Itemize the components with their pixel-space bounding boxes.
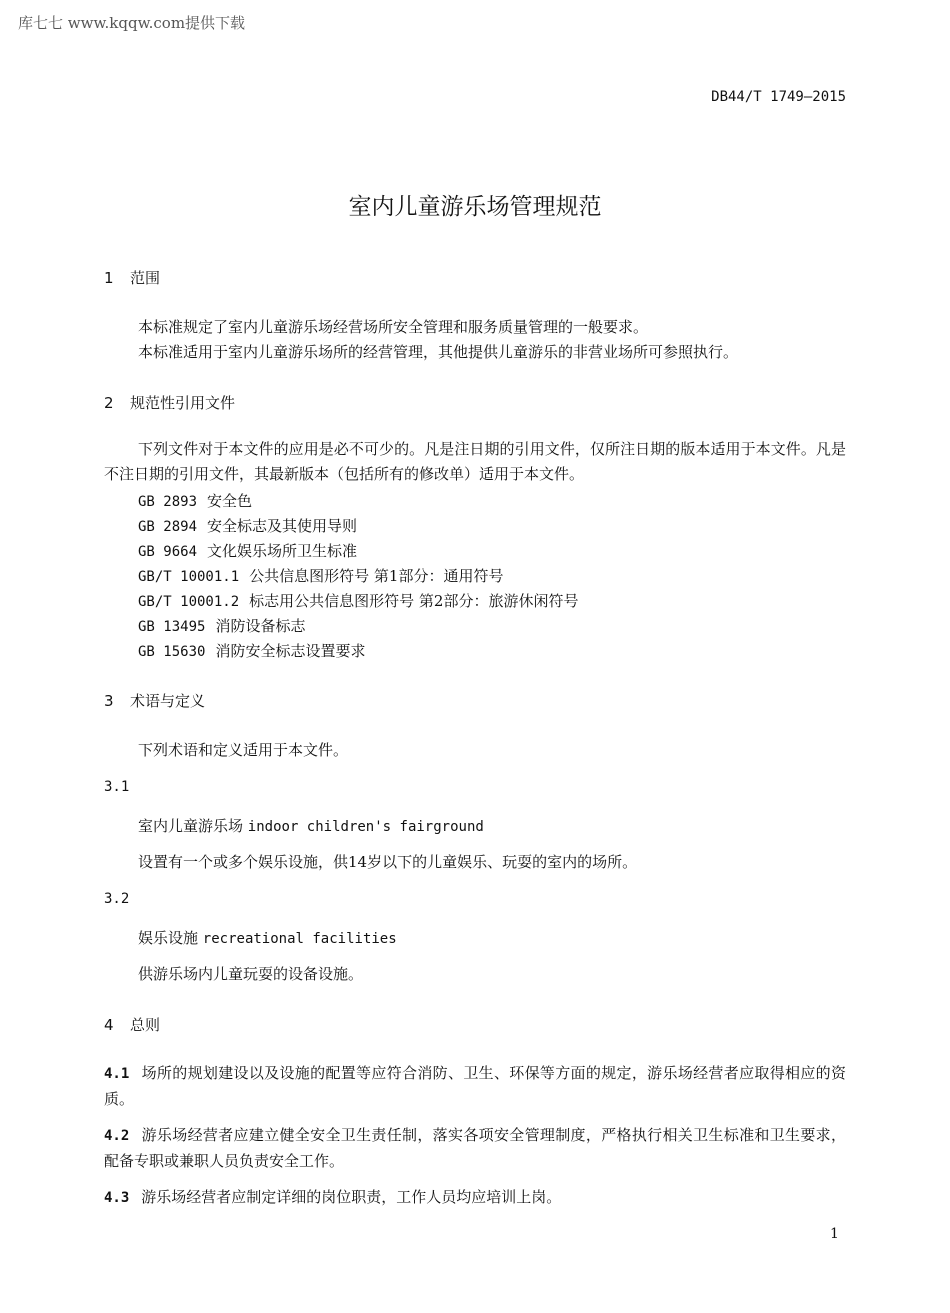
section-title: 范围	[130, 269, 161, 287]
scope-paragraph-2: 本标准适用于室内儿童游乐场所的经营管理，其他提供儿童游乐的非营业场所可参照执行。	[138, 343, 739, 361]
reference-title: 安全标志及其使用导则	[207, 517, 358, 535]
term-heading	[138, 815, 484, 836]
watermark: 库七七 www.kqqw.com提供下载	[18, 14, 246, 32]
term-english: indoor children's fairground	[247, 819, 484, 835]
reference-title: 消防安全标志设置要求	[215, 642, 366, 660]
reference-item	[138, 540, 357, 561]
reference-title: 公共信息图形符号 第1部分：通用符号	[249, 567, 504, 585]
section-2-heading	[104, 392, 235, 413]
reference-title: 文化娱乐场所卫生标准	[207, 542, 358, 560]
clause-text: 游乐场经营者应建立健全安全卫生责任制，落实各项安全管理制度，严格执行相关卫生标准和卫生要求，配备专职或兼职人员负责安全工作。	[104, 1126, 846, 1170]
term-definition: 设置有一个或多个娱乐设施，供14岁以下的儿童娱乐、玩耍的室内的场所。	[138, 853, 638, 871]
clause-number: 4.3	[104, 1190, 130, 1206]
clause-text: 游乐场经营者应制定详细的岗位职责，工作人员均应培训上岗。	[141, 1188, 562, 1206]
reference-item	[138, 615, 305, 636]
clause-text: 场所的规划建设以及设施的配置等应符合消防、卫生、环保等方面的规定，游乐场经营者应取得相应的资质。	[104, 1064, 846, 1108]
reference-title: 标志用公共信息图形符号 第2部分：旅游休闲符号	[249, 592, 579, 610]
section-3-heading	[104, 690, 205, 711]
clause-4-1	[104, 1061, 846, 1112]
term-english: recreational facilities	[202, 931, 397, 947]
clause-4-3	[104, 1186, 561, 1207]
scope-paragraph-1: 本标准规定了室内儿童游乐场经营场所安全管理和服务质量管理的一般要求。	[138, 318, 649, 336]
term-heading	[138, 927, 397, 948]
section-number: 4	[104, 1016, 114, 1034]
reference-title: 安全色	[207, 492, 253, 510]
reference-title: 消防设备标志	[215, 617, 306, 635]
section-title: 术语与定义	[130, 692, 206, 710]
reference-code: GB 9664	[138, 544, 198, 560]
section-number: 2	[104, 394, 114, 412]
term-number: 3.2	[104, 891, 130, 907]
reference-item	[138, 490, 252, 511]
reference-code: GB 2893	[138, 494, 198, 510]
clause-number: 4.1	[104, 1066, 130, 1082]
term-chinese: 室内儿童游乐场	[138, 817, 244, 835]
clause-4-2	[104, 1123, 846, 1174]
section-number: 1	[104, 269, 114, 287]
reference-code: GB 2894	[138, 519, 198, 535]
terms-intro: 下列术语和定义适用于本文件。	[138, 741, 349, 759]
section-title: 总则	[130, 1016, 161, 1034]
reference-code: GB 15630	[138, 644, 206, 660]
reference-item	[138, 515, 357, 536]
reference-code: GB/T 10001.2	[138, 594, 240, 610]
reference-item	[138, 565, 503, 586]
reference-code: GB/T 10001.1	[138, 569, 240, 585]
term-number: 3.1	[104, 779, 130, 795]
references-intro: 下列文件对于本文件的应用是必不可少的。凡是注日期的引用文件，仅所注日期的版本适用于本文件。凡是不注日期的引用文件，其最新版本（包括所有的修改单）适用于本文件。	[104, 440, 846, 483]
clause-number: 4.2	[104, 1128, 130, 1144]
page-number: 1	[830, 1226, 839, 1242]
section-number: 3	[104, 692, 114, 710]
section-4-heading	[104, 1014, 160, 1035]
document-number: DB44/T 1749—2015	[711, 89, 846, 105]
section-1-heading	[104, 267, 160, 288]
term-chinese: 娱乐设施	[138, 929, 199, 947]
reference-code: GB 13495	[138, 619, 206, 635]
reference-item	[138, 640, 365, 661]
reference-item	[138, 590, 578, 611]
section-title: 规范性引用文件	[130, 394, 236, 412]
term-definition: 供游乐场内儿童玩耍的设备设施。	[138, 965, 364, 983]
page-title: 室内儿童游乐场管理规范	[348, 194, 602, 220]
